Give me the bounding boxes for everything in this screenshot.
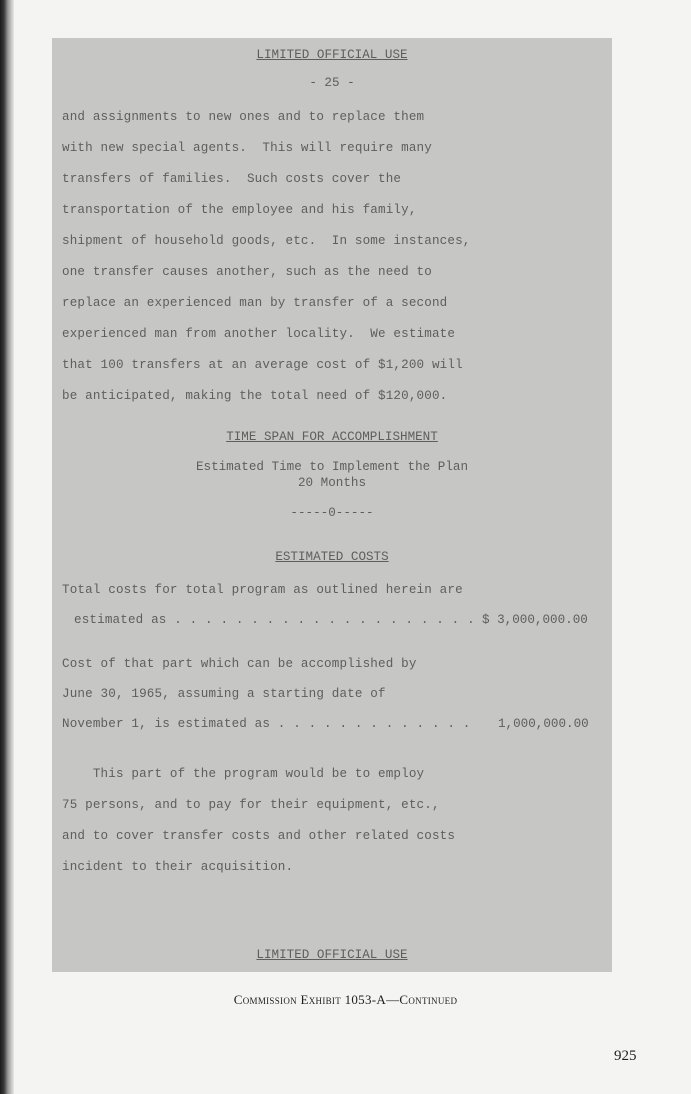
time-span-line2: 20 Months [297, 476, 367, 490]
section-divider: -----0----- [290, 506, 374, 520]
part-cost-line1: Cost of that part which can be accomplished by [62, 657, 417, 671]
body-line: shipment of household goods, etc. In some instances, [62, 234, 471, 248]
header-classification: LIMITED OFFICIAL USE [256, 48, 408, 62]
time-span-heading: TIME SPAN FOR ACCOMPLISHMENT [226, 430, 438, 444]
closing-line: and to cover transfer costs and other related costs [62, 829, 456, 843]
total-cost-line1: Total costs for total program as outlined herein are [62, 583, 463, 597]
time-span-line1: Estimated Time to Implement the Plan [195, 460, 469, 474]
closing-line: 75 persons, and to pay for their equipment, etc., [62, 798, 440, 812]
body-line: be anticipated, making the total need of $120,000. [62, 389, 448, 403]
body-line: transfers of families. Such costs cover the [62, 172, 402, 186]
body-line: replace an experienced man by transfer of a second [62, 296, 448, 310]
exhibit-caption: Commission Exhibit 1053-A—Continued [233, 992, 458, 1007]
total-cost-amount: $ 3,000,000.00 [482, 613, 588, 627]
part-cost-amount: 1,000,000.00 [498, 717, 589, 731]
body-line: with new special agents. This will require many [62, 141, 432, 155]
body-line: transportation of the employee and his family, [62, 203, 417, 217]
page-number: 925 [614, 1048, 637, 1064]
footer-classification: LIMITED OFFICIAL USE [256, 948, 408, 962]
body-line: experienced man from another locality. We estimate [62, 327, 456, 341]
page-binding-edge [0, 0, 14, 1094]
page-marker: - 25 - [309, 76, 355, 90]
part-cost-line3: November 1, is estimated as . . . . . . . . . . . . . [62, 717, 471, 731]
estimated-costs-heading: ESTIMATED COSTS [275, 550, 389, 564]
closing-line: This part of the program would be to employ [62, 767, 425, 781]
body-line: that 100 transfers at an average cost of $1,200 will [62, 358, 463, 372]
total-cost-line2: estimated as . . . . . . . . . . . . . . . . . . . . [74, 613, 475, 627]
closing-line: incident to their acquisition. [62, 860, 294, 874]
document-sheet [52, 38, 612, 972]
part-cost-line2: June 30, 1965, assuming a starting date of [62, 687, 386, 701]
body-line: one transfer causes another, such as the need to [62, 265, 432, 279]
body-line: and assignments to new ones and to replace them [62, 110, 425, 124]
